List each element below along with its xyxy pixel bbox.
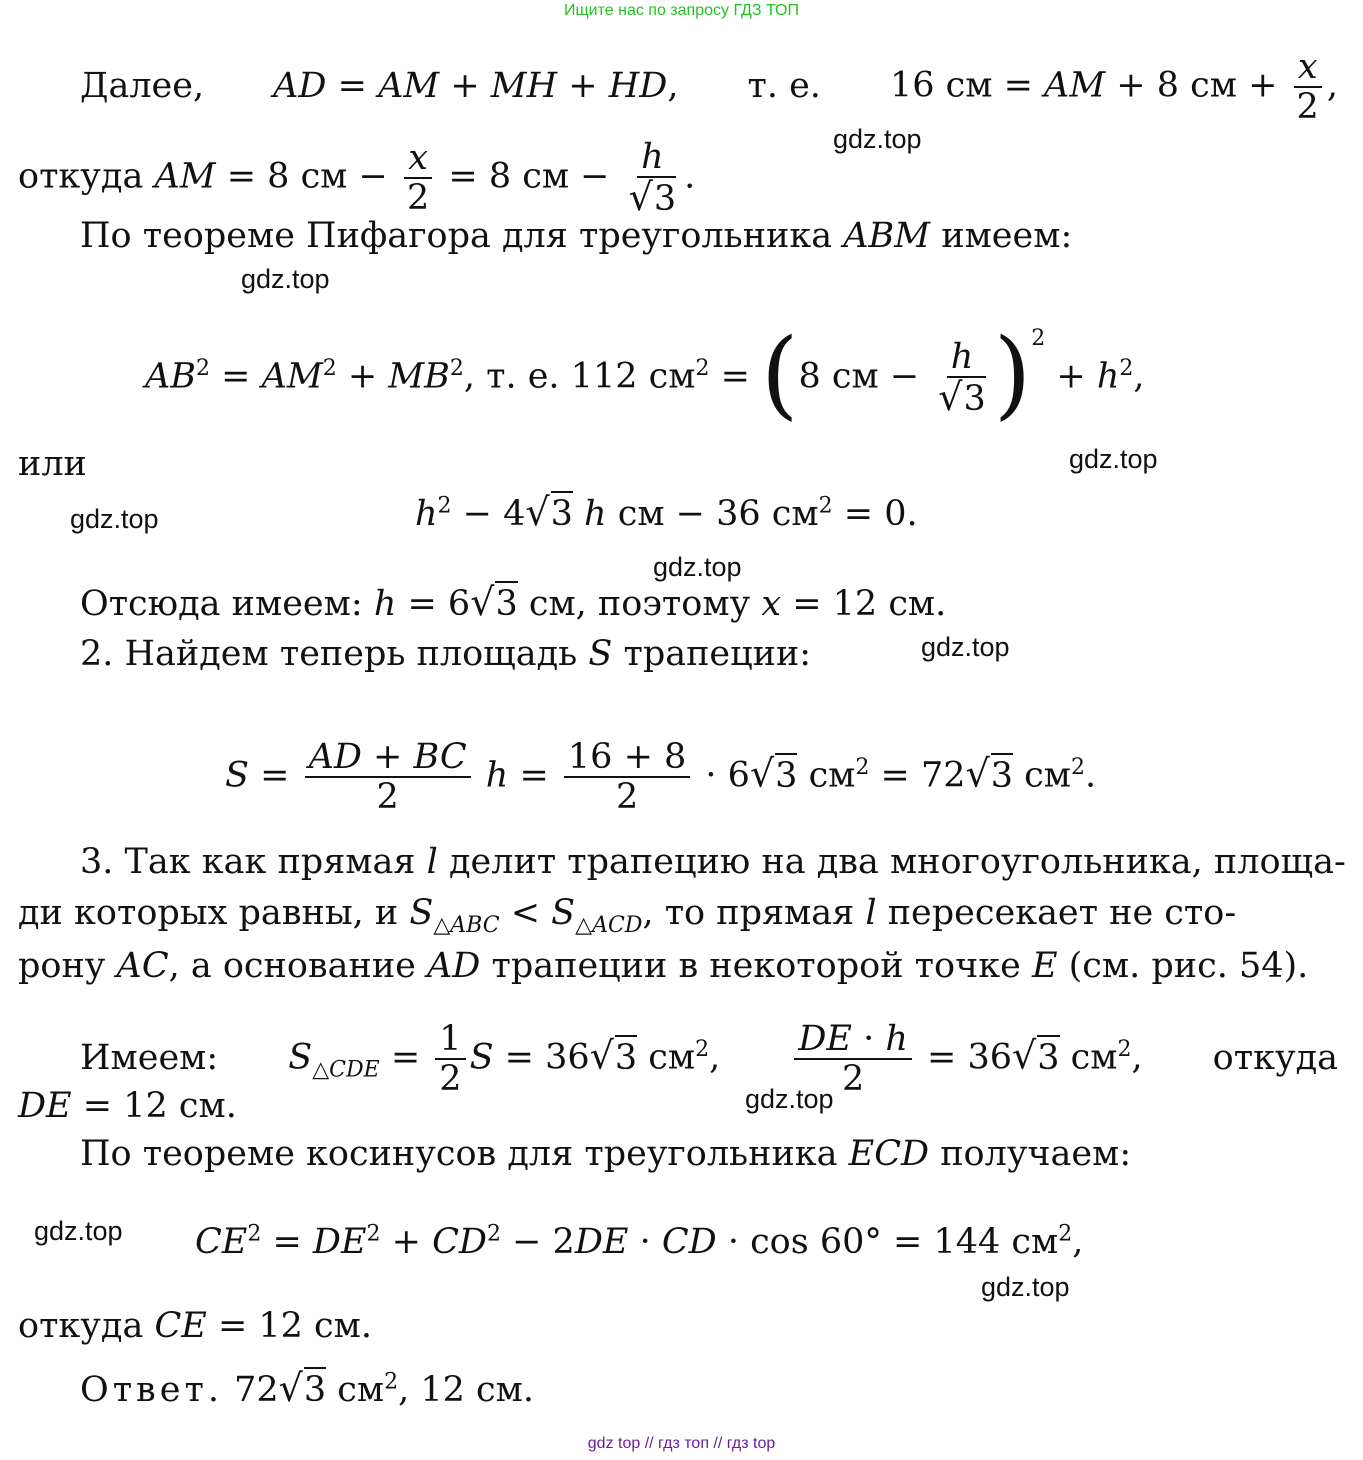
watermark: gdz.top <box>833 124 922 154</box>
line-cosine: По теореме косинусов для треугольника ECD получаем: <box>80 1134 1132 1174</box>
equation-pythagoras: $AB^2 = AM^2 + MB^2$, т. е. 112 $см^2 = (8$ см − $\frac{h}{√3}$ )$^2 + h^2$, <box>145 318 1145 430</box>
equation-cosine: $CE^2 = DE^2 + CD^2 - 2DE$ · CD · cos 60° = 144 $см^2$, <box>195 1221 1084 1262</box>
line-dalee: Далее, AD = AM + MH + HD, т. е. 16 см = AM + 8 см + $\frac{x}{2}$ , <box>80 47 1338 127</box>
watermark: gdz.top <box>745 1084 834 1114</box>
line-imeem: Имеем: $S_{\triangle CDE}$ = $\frac{1}{2}$ S = 36√3 $см^2$, $\frac{DE \cdot h}{2}$ = 36√3 $см^2$, откуда <box>80 1019 1338 1099</box>
line-otsyuda: Отсюда имеем: h = 6√3 см, поэтому x = 12 см. <box>80 580 947 624</box>
footer-links[interactable]: gdz top // гдз топ // гдз top <box>587 1435 776 1452</box>
line-de: DE = 12 см. <box>18 1086 237 1126</box>
watermark: gdz.top <box>981 1272 1070 1302</box>
line-pifagor: По теореме Пифагора для треугольника ABM имеем: <box>80 216 1073 256</box>
watermark: gdz.top <box>241 264 330 294</box>
equation-area: S = $\frac{AD + BC}{2}$ h = $\frac{16 + 8}{2}$ · 6√3 $см^2 = 72√3$ $см^2$. <box>225 737 1097 817</box>
top-banner[interactable]: Ищите нас по запросу ГДЗ ТОП <box>564 2 799 19</box>
watermark: gdz.top <box>1069 444 1158 474</box>
watermark: gdz.top <box>70 504 159 534</box>
line-section-3b: ди которых равны, и $S_{\triangle ABC} < S_{\triangle ACD}$, то прямая l пересекает не сто- <box>18 893 1237 938</box>
equation-quadratic: $h^2 - 4√3$ h см − 36 $см^2 = 0$. <box>415 490 918 534</box>
line-section-3a: 3. Так как прямая l делит трапецию на два многоугольника, площа- <box>80 842 1346 882</box>
line-answer: Ответ. 72√3 $см^2$, 12 см. <box>80 1366 534 1410</box>
line-ili: или <box>18 444 87 484</box>
line-section-3c: рону AC, а основание AD трапеции в некоторой точке E (см. рис. 54). <box>18 946 1309 986</box>
watermark: gdz.top <box>921 632 1010 662</box>
watermark: gdz.top <box>653 552 742 582</box>
line-ce: откуда CE = 12 см. <box>18 1306 373 1346</box>
line-otkuda-am: откуда AM = 8 см − $\frac{x}{2}$ = 8 см − $\frac{h}{√3}$ . <box>18 137 696 219</box>
line-section-2: 2. Найдем теперь площадь S трапеции: <box>80 634 812 674</box>
watermark: gdz.top <box>34 1216 123 1246</box>
